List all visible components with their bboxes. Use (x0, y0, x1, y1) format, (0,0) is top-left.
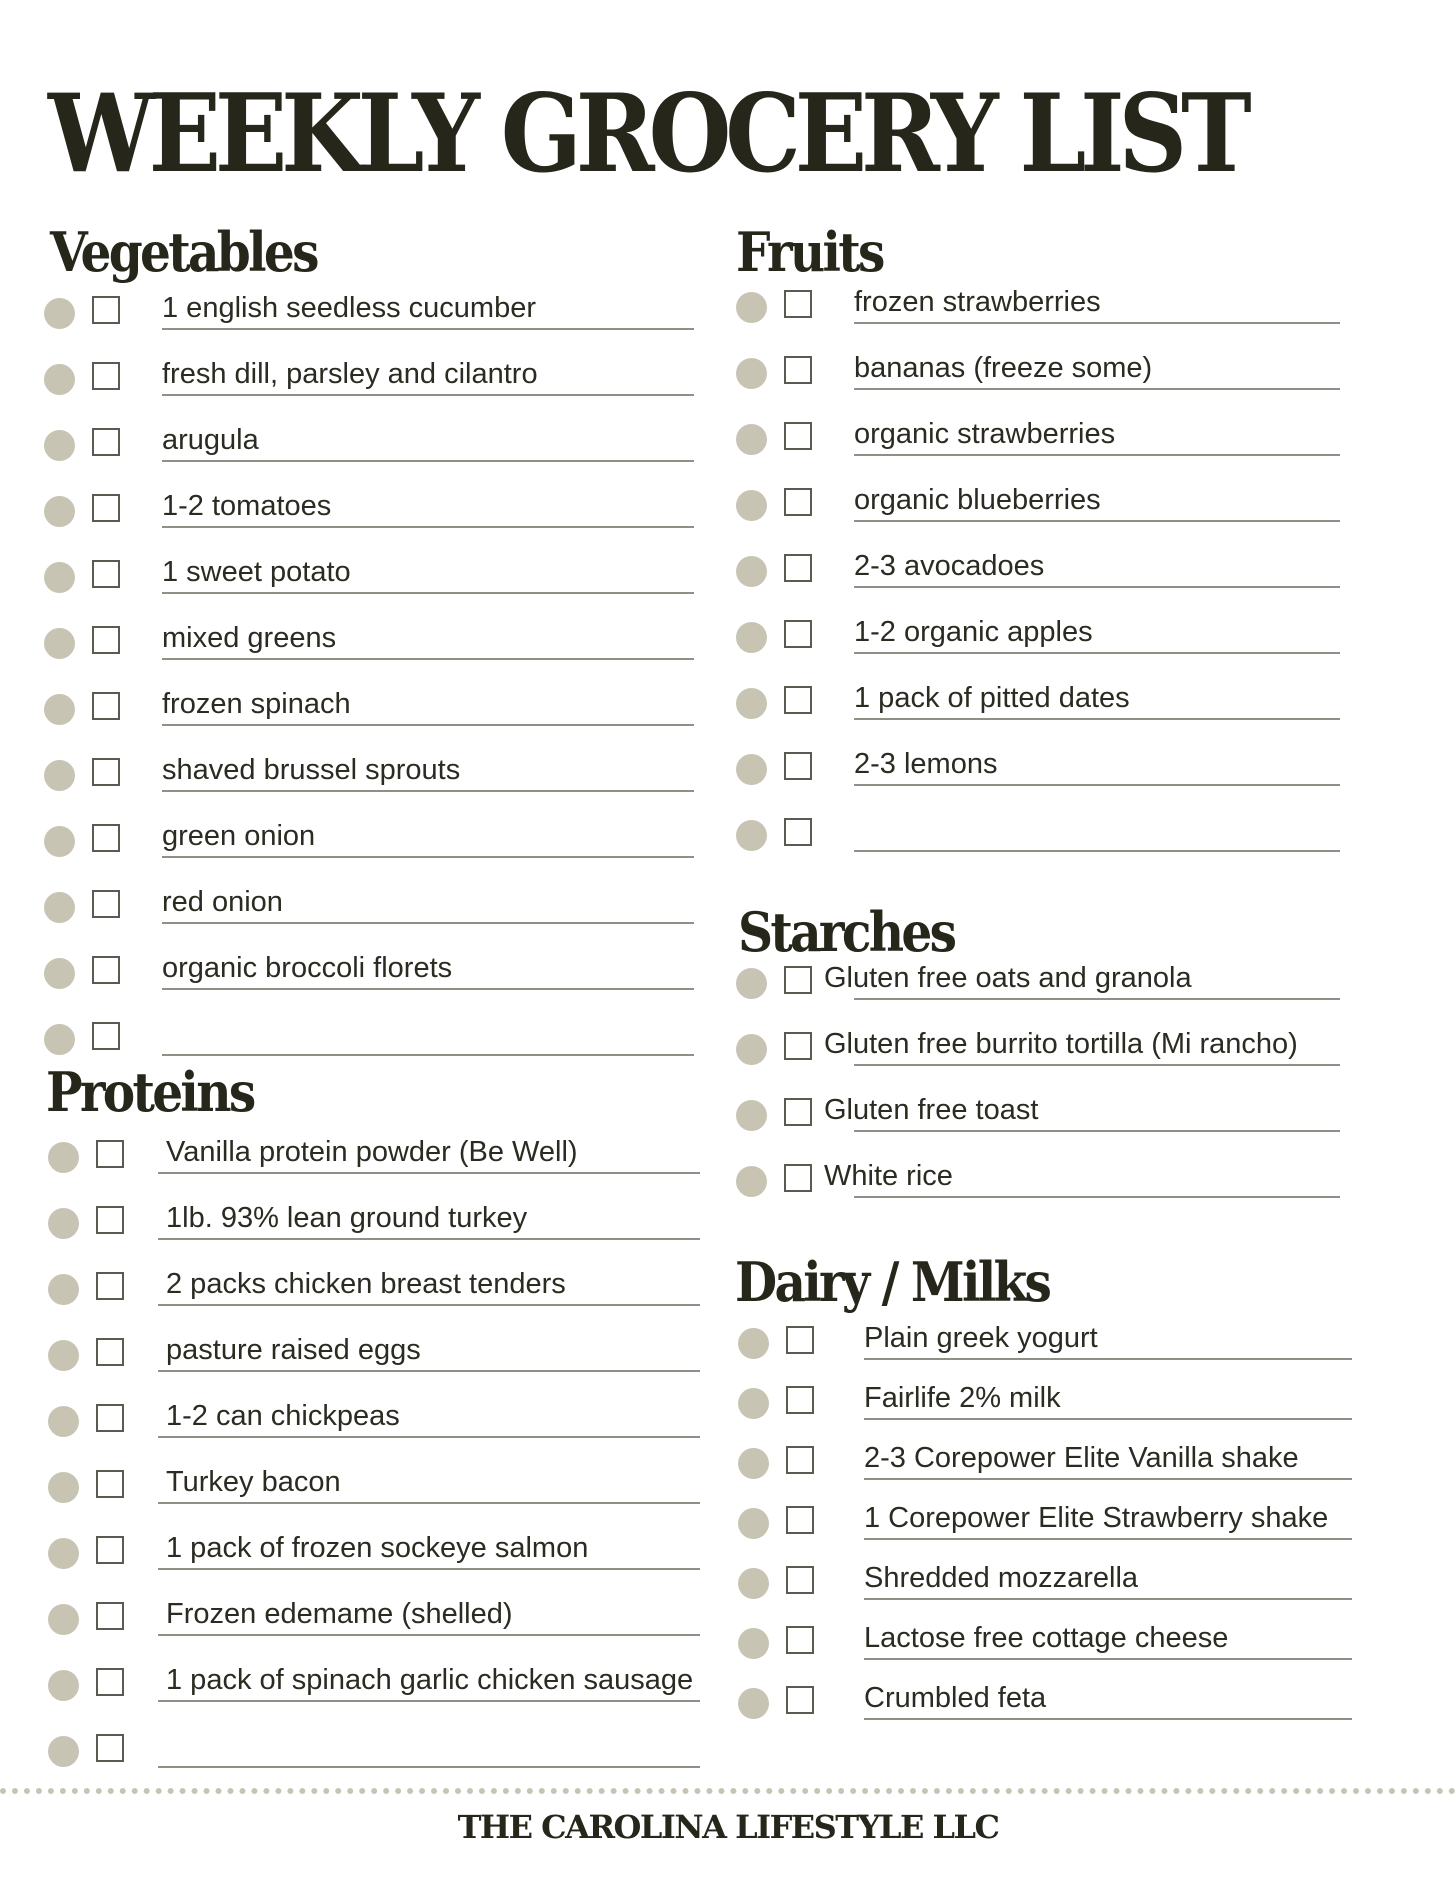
starches-list-item (736, 962, 1356, 1002)
write-line[interactable] (158, 1304, 700, 1306)
bullet-dot-icon (738, 1508, 769, 1539)
checkbox[interactable] (92, 956, 120, 984)
vegetables-list-item (44, 886, 654, 926)
item-label: shaved brussel sprouts (162, 754, 461, 786)
checkbox[interactable] (92, 890, 120, 918)
item-label: bananas (freeze some) (854, 352, 1153, 384)
item-label: Shredded mozzarella (864, 1562, 1139, 1594)
bullet-dot-icon (736, 358, 767, 389)
bullet-dot-icon (44, 496, 75, 527)
checkbox[interactable] (96, 1470, 124, 1498)
checkbox[interactable] (96, 1404, 124, 1432)
proteins-list-item (48, 1202, 668, 1242)
fruits-list-item (736, 616, 1356, 656)
checkbox[interactable] (784, 422, 812, 450)
write-line[interactable] (162, 328, 694, 330)
bullet-dot-icon (736, 820, 767, 851)
item-label: Gluten free toast (824, 1094, 1039, 1126)
proteins-list-item (48, 1664, 694, 1704)
bullet-dot-icon (736, 556, 767, 587)
write-line[interactable] (162, 526, 694, 528)
write-line[interactable] (864, 1718, 1352, 1720)
item-label: organic blueberries (854, 484, 1101, 516)
dairy-heading: Dairy / Milks (735, 1250, 1050, 1314)
write-line[interactable] (162, 1054, 694, 1056)
bullet-dot-icon (736, 424, 767, 455)
write-line[interactable] (162, 460, 694, 462)
starches-heading: Starches (738, 900, 955, 964)
vegetables-list-item (44, 358, 654, 398)
proteins-list-item (48, 1598, 668, 1638)
item-label: green onion (162, 820, 316, 852)
vegetables-list-item (44, 424, 654, 464)
write-line[interactable] (854, 784, 1340, 786)
checkbox[interactable] (96, 1734, 124, 1762)
fruits-list-item (736, 484, 1356, 524)
write-line[interactable] (158, 1370, 700, 1372)
bullet-dot-icon (736, 1166, 767, 1197)
bullet-dot-icon (738, 1628, 769, 1659)
fruits-heading: Fruits (736, 220, 883, 284)
bullet-dot-icon (48, 1670, 79, 1701)
item-label: arugula (162, 424, 259, 456)
item-label: organic broccoli florets (162, 952, 453, 984)
bullet-dot-icon (736, 1100, 767, 1131)
write-line[interactable] (854, 850, 1340, 852)
item-label: 1 english seedless cucumber (162, 292, 536, 324)
vegetables-list-item (44, 490, 654, 530)
dairy-list-item (738, 1442, 1378, 1482)
vegetables-list-item (44, 820, 654, 860)
item-label: 1-2 tomatoes (162, 490, 332, 522)
checkbox[interactable] (92, 758, 120, 786)
fruits-list-item (736, 748, 1356, 788)
proteins-list-item (48, 1730, 668, 1770)
fruits-list-item (736, 682, 1356, 722)
write-line[interactable] (158, 1238, 700, 1240)
checkbox[interactable] (92, 692, 120, 720)
write-line[interactable] (864, 1478, 1352, 1480)
item-label: 2-3 Corepower Elite Vanilla shake (864, 1442, 1299, 1474)
checkbox[interactable] (784, 686, 812, 714)
fruits-list-item (736, 352, 1356, 392)
bullet-dot-icon (48, 1274, 79, 1305)
checkbox[interactable] (786, 1686, 814, 1714)
dairy-list-item (738, 1382, 1378, 1422)
starches-list-item (736, 1094, 1356, 1134)
checkbox[interactable] (784, 1098, 812, 1126)
bullet-dot-icon (738, 1568, 769, 1599)
vegetables-section (50, 220, 660, 284)
write-line[interactable] (158, 1568, 700, 1570)
dairy-list-item (738, 1322, 1378, 1362)
item-label: Frozen edemame (shelled) (166, 1598, 513, 1630)
bullet-dot-icon (44, 562, 75, 593)
write-line[interactable] (162, 790, 694, 792)
write-line[interactable] (854, 1196, 1340, 1198)
dairy-list-item (738, 1502, 1378, 1542)
bullet-dot-icon (44, 298, 75, 329)
checkbox[interactable] (784, 356, 812, 384)
checkbox[interactable] (92, 494, 120, 522)
checkbox[interactable] (784, 1032, 812, 1060)
proteins-heading: Proteins (46, 1060, 254, 1124)
starches-list-item (736, 1028, 1356, 1068)
fruits-list-item (736, 550, 1356, 590)
write-line[interactable] (162, 592, 694, 594)
write-line[interactable] (854, 1064, 1340, 1066)
vegetables-list-item (44, 622, 654, 662)
bullet-dot-icon (48, 1604, 79, 1635)
fruits-list-item (736, 286, 1356, 326)
item-label: pasture raised eggs (166, 1334, 421, 1366)
write-line[interactable] (162, 658, 694, 660)
item-label: Gluten free oats and granola (824, 962, 1192, 994)
bullet-dot-icon (44, 430, 75, 461)
bullet-dot-icon (44, 1024, 75, 1055)
write-line[interactable] (854, 652, 1340, 654)
bullet-dot-icon (736, 1034, 767, 1065)
bullet-dot-icon (736, 622, 767, 653)
bullet-dot-icon (44, 958, 75, 989)
bullet-dot-icon (738, 1448, 769, 1479)
bullet-dot-icon (738, 1328, 769, 1359)
checkbox[interactable] (96, 1338, 124, 1366)
vegetables-heading: Vegetables (50, 220, 317, 284)
bullet-dot-icon (44, 364, 75, 395)
footer-brand: THE CAROLINA LIFESTYLE LLC (457, 1808, 999, 1846)
write-line[interactable] (158, 1436, 700, 1438)
bullet-dot-icon (48, 1142, 79, 1173)
item-label: Fairlife 2% milk (864, 1382, 1061, 1414)
checkbox[interactable] (96, 1536, 124, 1564)
checkbox[interactable] (786, 1446, 814, 1474)
checkbox[interactable] (784, 966, 812, 994)
footer-divider (0, 1788, 1456, 1794)
item-label: frozen spinach (162, 688, 351, 720)
write-line[interactable] (864, 1598, 1352, 1600)
bullet-dot-icon (44, 826, 75, 857)
item-label: 2-3 avocadoes (854, 550, 1045, 582)
write-line[interactable] (854, 520, 1340, 522)
checkbox[interactable] (784, 620, 812, 648)
dairy-list-item (738, 1682, 1378, 1722)
bullet-dot-icon (736, 688, 767, 719)
item-label: Vanilla protein powder (Be Well) (166, 1136, 578, 1168)
checkbox[interactable] (784, 818, 812, 846)
write-line[interactable] (162, 988, 694, 990)
bullet-dot-icon (48, 1340, 79, 1371)
bullet-dot-icon (736, 292, 767, 323)
checkbox[interactable] (92, 560, 120, 588)
bullet-dot-icon (736, 754, 767, 785)
bullet-dot-icon (44, 760, 75, 791)
item-label: 1 pack of spinach garlic chicken sausage (166, 1664, 694, 1696)
bullet-dot-icon (736, 968, 767, 999)
dairy-list-item (738, 1562, 1378, 1602)
bullet-dot-icon (48, 1538, 79, 1569)
checkbox[interactable] (96, 1272, 124, 1300)
checkbox[interactable] (92, 824, 120, 852)
checkbox[interactable] (96, 1602, 124, 1630)
checkbox[interactable] (92, 626, 120, 654)
item-label: Crumbled feta (864, 1682, 1047, 1714)
write-line[interactable] (162, 856, 694, 858)
item-label: red onion (162, 886, 283, 918)
write-line[interactable] (158, 1502, 700, 1504)
write-line[interactable] (162, 394, 694, 396)
checkbox[interactable] (786, 1566, 814, 1594)
bullet-dot-icon (48, 1208, 79, 1239)
dairy-list-item (738, 1622, 1378, 1662)
bullet-dot-icon (736, 490, 767, 521)
write-line[interactable] (854, 586, 1340, 588)
item-label: Gluten free burrito tortilla (Mi rancho) (824, 1028, 1298, 1060)
bullet-dot-icon (44, 892, 75, 923)
item-label: 2-3 lemons (854, 748, 998, 780)
item-label: 1-2 organic apples (854, 616, 1093, 648)
vegetables-list-item (44, 952, 654, 992)
item-label: fresh dill, parsley and cilantro (162, 358, 538, 390)
write-line[interactable] (162, 724, 694, 726)
checkbox[interactable] (92, 428, 120, 456)
proteins-list-item (48, 1334, 668, 1374)
fruits-list-item (736, 814, 1356, 854)
item-label: 1 Corepower Elite Strawberry shake (864, 1502, 1329, 1534)
checkbox[interactable] (784, 1164, 812, 1192)
write-line[interactable] (158, 1766, 700, 1768)
item-label: Lactose free cottage cheese (864, 1622, 1229, 1654)
write-line[interactable] (158, 1172, 700, 1174)
bullet-dot-icon (738, 1388, 769, 1419)
vegetables-list-item (44, 754, 654, 794)
checkbox[interactable] (784, 554, 812, 582)
write-line[interactable] (158, 1700, 700, 1702)
bullet-dot-icon (738, 1688, 769, 1719)
starches-list-item (736, 1160, 1356, 1200)
checkbox[interactable] (784, 488, 812, 516)
page-title: WEEKLY GROCERY LIST (48, 71, 1246, 197)
write-line[interactable] (854, 998, 1340, 1000)
write-line[interactable] (864, 1418, 1352, 1420)
checkbox[interactable] (92, 296, 120, 324)
write-line[interactable] (854, 718, 1340, 720)
vegetables-list-item (44, 688, 654, 728)
vegetables-list-item (44, 292, 654, 332)
bullet-dot-icon (48, 1472, 79, 1503)
write-line[interactable] (854, 1130, 1340, 1132)
item-label: 1 pack of pitted dates (854, 682, 1130, 714)
write-line[interactable] (864, 1358, 1352, 1360)
proteins-list-item (48, 1400, 668, 1440)
item-label: White rice (824, 1160, 953, 1192)
item-label: 1 sweet potato (162, 556, 351, 588)
item-label: 2 packs chicken breast tenders (166, 1268, 566, 1300)
vegetables-list-item (44, 556, 654, 596)
checkbox[interactable] (786, 1326, 814, 1354)
dairy-section (735, 1250, 1375, 1314)
starches-section (738, 900, 1358, 964)
checkbox[interactable] (786, 1626, 814, 1654)
item-label: Turkey bacon (166, 1466, 341, 1498)
proteins-list-item (48, 1466, 668, 1506)
write-line[interactable] (854, 388, 1340, 390)
write-line[interactable] (854, 322, 1340, 324)
checkbox[interactable] (784, 752, 812, 780)
bullet-dot-icon (44, 694, 75, 725)
bullet-dot-icon (44, 628, 75, 659)
proteins-list-item (48, 1532, 668, 1572)
write-line[interactable] (854, 454, 1340, 456)
item-label: 1lb. 93% lean ground turkey (166, 1202, 528, 1234)
proteins-list-item (48, 1136, 668, 1176)
checkbox[interactable] (784, 290, 812, 318)
fruits-section (736, 220, 1356, 284)
item-label: 1-2 can chickpeas (166, 1400, 400, 1432)
checkbox[interactable] (96, 1206, 124, 1234)
fruits-list-item (736, 418, 1356, 458)
item-label: 1 pack of frozen sockeye salmon (166, 1532, 589, 1564)
checkbox[interactable] (786, 1506, 814, 1534)
item-label: frozen strawberries (854, 286, 1101, 318)
proteins-section (46, 1060, 666, 1124)
checkbox[interactable] (92, 362, 120, 390)
vegetables-list-item (44, 1018, 654, 1058)
write-line[interactable] (864, 1658, 1352, 1660)
checkbox[interactable] (786, 1386, 814, 1414)
write-line[interactable] (162, 922, 694, 924)
item-label: Plain greek yogurt (864, 1322, 1098, 1354)
proteins-list-item (48, 1268, 668, 1308)
checkbox[interactable] (96, 1140, 124, 1168)
bullet-dot-icon (48, 1736, 79, 1767)
bullet-dot-icon (48, 1406, 79, 1437)
write-line[interactable] (864, 1538, 1352, 1540)
write-line[interactable] (158, 1634, 700, 1636)
item-label: organic strawberries (854, 418, 1116, 450)
checkbox[interactable] (92, 1022, 120, 1050)
item-label: mixed greens (162, 622, 337, 654)
checkbox[interactable] (96, 1668, 124, 1696)
